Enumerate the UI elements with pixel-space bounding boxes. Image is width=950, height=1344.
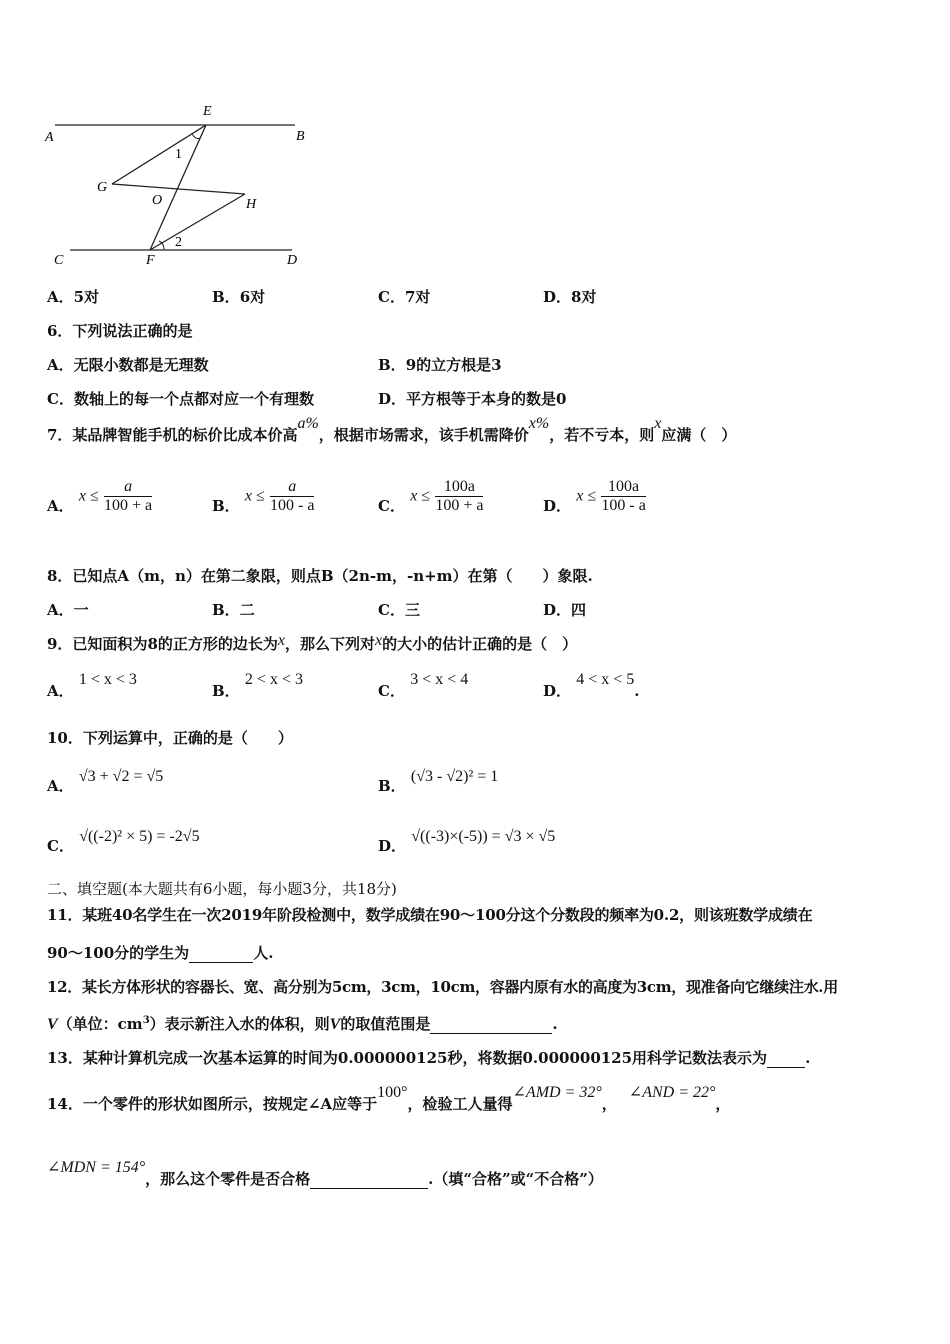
q9-option-c: C． 3 < x < 4 <box>378 671 469 700</box>
q9-option-b: B． 2 < x < 3 <box>212 671 303 700</box>
label-2: 2 <box>175 235 182 250</box>
q10-option-b: B． (√3 - √2)² = 1 <box>378 768 499 795</box>
q11-answer-blank[interactable] <box>189 948 253 963</box>
q5-option-c: C．7对 <box>378 288 431 306</box>
label-o: O <box>152 193 163 208</box>
q6-option-a: A．无限小数都是无理数 <box>47 356 209 374</box>
label-a: A <box>45 130 54 145</box>
q7-math-a: a% <box>297 415 319 432</box>
q6-option-d: D．平方根等于本身的数是0 <box>378 390 567 408</box>
label-g: G <box>97 180 108 195</box>
q8-option-d: D．四 <box>543 601 587 619</box>
q6-stem: 6．下列说法正确的是 <box>47 322 193 340</box>
q5-option-a: A．5对 <box>47 288 100 306</box>
q6-option-c: C．数轴上的每一个点都对应一个有理数 <box>47 390 314 408</box>
q12-answer-blank[interactable] <box>430 1019 552 1034</box>
q14-line2: ∠MDN = 154°，那么这个零件是否合格 .（填“合格”或“不合格”） <box>47 1159 603 1188</box>
segment-eg <box>112 125 206 184</box>
q14-line1: 14．一个零件的形状如图所示，按规定∠A应等于100°，检验工人量得∠AMD = 32°，∠AND = 22°， <box>47 1084 731 1113</box>
label-h: H <box>246 197 257 212</box>
label-d: D <box>287 253 298 268</box>
q8-option-c: C．三 <box>378 601 420 619</box>
q7-stem: 7．某品牌智能手机的标价比成本价高a%，根据市场需求，该手机需降价x%，若不亏本，则x应满（ ） <box>47 415 737 444</box>
q14-answer-blank[interactable] <box>310 1174 428 1189</box>
angle-1-arc <box>192 134 200 139</box>
q10-stem: 10．下列运算中，正确的是（ ） <box>47 729 293 747</box>
q11-line1: 11．某班40名学生在一次2019年阶段检测中，数学成绩在90～100分这个分数段的频率为0.2，则该班数学成绩在 <box>47 906 813 924</box>
q9-option-d: D． 4 < x < 5. <box>543 671 640 700</box>
q8-option-a: A．一 <box>47 601 89 619</box>
label-e: E <box>203 104 212 119</box>
q13-answer-blank[interactable] <box>767 1053 805 1068</box>
label-b: B <box>296 129 305 144</box>
q7-option-c: C． x ≤ $\frac{100a}{100 + a}$ <box>378 478 484 515</box>
q10-option-d: D． √((-3)×(-5)) = √3 × √5 <box>378 828 556 855</box>
q11-line2: 90～100分的学生为 人. <box>47 944 274 962</box>
q7-math-x: x% <box>528 415 550 432</box>
label-f: F <box>146 253 155 268</box>
segment-hf <box>150 194 245 250</box>
q9-option-a: A． 1 < x < 3 <box>47 671 137 700</box>
q5-option-d: D．8对 <box>543 288 597 306</box>
q7-option-b: B． x ≤ $\frac{a}{100 - a}$ <box>212 478 315 515</box>
q6-option-b: B．9的立方根是3 <box>378 356 502 374</box>
q9-stem: 9．已知面积为8的正方形的边长为x，那么下列对x的大小的估计正确的是（ ） <box>47 632 578 653</box>
q12-line2: V（单位：$cm^3$）表示新注入水的体积，则V的取值范围是 . <box>47 1015 558 1033</box>
q13-text: 13．某种计算机完成一次基本运算的时间为0.000000125秒，将数据0.000000125用科学记数法表示为 . <box>47 1049 811 1067</box>
label-1: 1 <box>175 147 182 162</box>
q5-option-b: B．6对 <box>212 288 266 306</box>
parallel-lines-figure <box>40 98 330 273</box>
q12-line1: 12．某长方体形状的容器长、宽、高分别为5cm，3cm，10cm，容器内原有水的高度为3cm，现准备向它继续注水.用 <box>47 978 838 996</box>
q7-option-d: D． x ≤ $\frac{100a}{100 - a}$ <box>543 478 646 515</box>
q7-math-var: x <box>654 415 662 432</box>
section-heading: 二、填空题(本大题共有6小题，每小题3分，共18分) <box>47 880 397 898</box>
label-c: C <box>54 253 64 268</box>
q10-option-a: A． √3 + √2 = √5 <box>47 768 164 795</box>
q8-option-b: B．二 <box>212 601 255 619</box>
q8-stem: 8．已知点A（m，n）在第二象限，则点B（2n-m，-n+m）在第（ ）象限. <box>47 567 593 585</box>
q7-option-a: A． x ≤ $\frac{a}{100 + a}$ <box>47 478 153 515</box>
q10-option-c: C． √((-2)² × 5) = -2√5 <box>47 828 200 855</box>
